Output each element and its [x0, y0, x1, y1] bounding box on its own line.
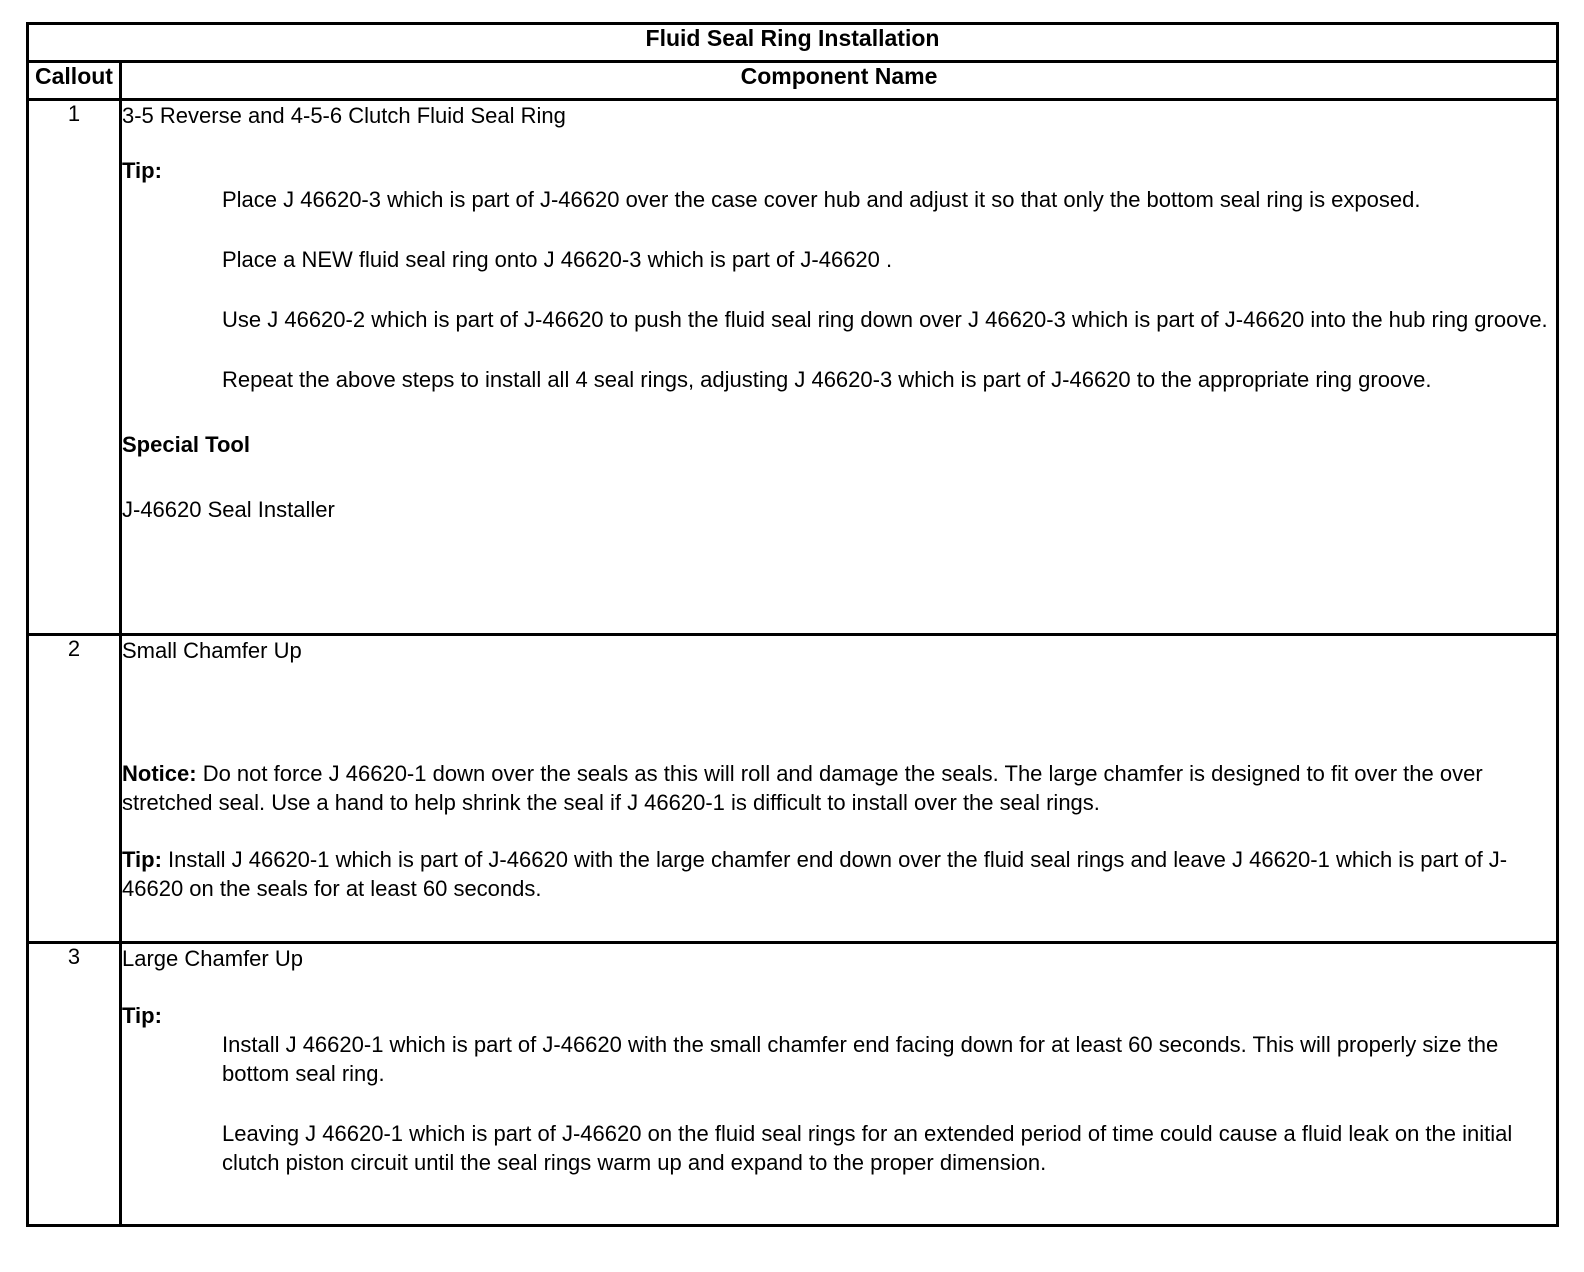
callout-cell: 2: [28, 635, 121, 943]
tip-text: Install J 46620-1 which is part of J-46620 with the small chamfer end facing down for at least 60 seconds. This will properly size the bottom seal ring.: [222, 1032, 1499, 1086]
component-cell: [121, 100, 1558, 635]
component-cell: [121, 635, 1558, 943]
tip-text: Place a NEW fluid seal ring onto J 46620-3 which is part of J-46620 .: [222, 247, 893, 272]
table-title: Fluid Seal Ring Installation: [28, 24, 1558, 62]
notice-label: Notice:: [122, 761, 197, 786]
special-tool-text: J-46620 Seal Installer: [122, 497, 335, 522]
tip-label: Tip:: [122, 847, 162, 872]
tip-text: Leaving J 46620-1 which is part of J-46620 on the fluid seal rings for an extended period of time could cause a fluid leak on the initial clutch piston circuit until the seal rings warm up and expand to the proper dimension.: [222, 1121, 1513, 1175]
header-callout: Callout: [28, 62, 121, 100]
table-row: [28, 635, 1558, 943]
component-name: Small Chamfer Up: [122, 638, 302, 663]
callout-cell: 1: [28, 100, 121, 635]
tip-text: Use J 46620-2 which is part of J-46620 to push the fluid seal ring down over J 46620-3 which is part of J-46620 into the hub ring groove.: [222, 307, 1548, 332]
notice-text: Do not force J 46620-1 down over the seals as this will roll and damage the seals. The large chamfer is designed to fit over the over stretched seal. Use a hand to help shrink the seal if J 46620-1 is difficult to install over the seal rings.: [122, 761, 1483, 815]
table-row: [28, 100, 1558, 635]
tip-text: Place J 46620-3 which is part of J-46620 over the case cover hub and adjust it so that only the bottom seal ring is exposed.: [222, 187, 1421, 212]
header-component-name: Component Name: [121, 62, 1558, 100]
table-row: [28, 943, 1558, 1226]
tip-text: Repeat the above steps to install all 4 seal rings, adjusting J 46620-3 which is part of J-46620 to the appropriate ring groove.: [222, 367, 1432, 392]
component-cell: [121, 943, 1558, 1226]
seal-ring-table: [26, 22, 1559, 1227]
tip-label: Tip:: [122, 1003, 162, 1028]
tip-text: Install J 46620-1 which is part of J-46620 with the large chamfer end down over the fluid seal rings and leave J 46620-1 which is part of J-46620 on the seals for at least 60 seconds.: [122, 847, 1508, 901]
special-tool-label: Special Tool: [122, 432, 250, 457]
component-name: 3-5 Reverse and 4-5-6 Clutch Fluid Seal Ring: [122, 103, 566, 128]
component-name: Large Chamfer Up: [122, 946, 303, 971]
tip-label: Tip:: [122, 158, 162, 183]
callout-cell: 3: [28, 943, 121, 1226]
